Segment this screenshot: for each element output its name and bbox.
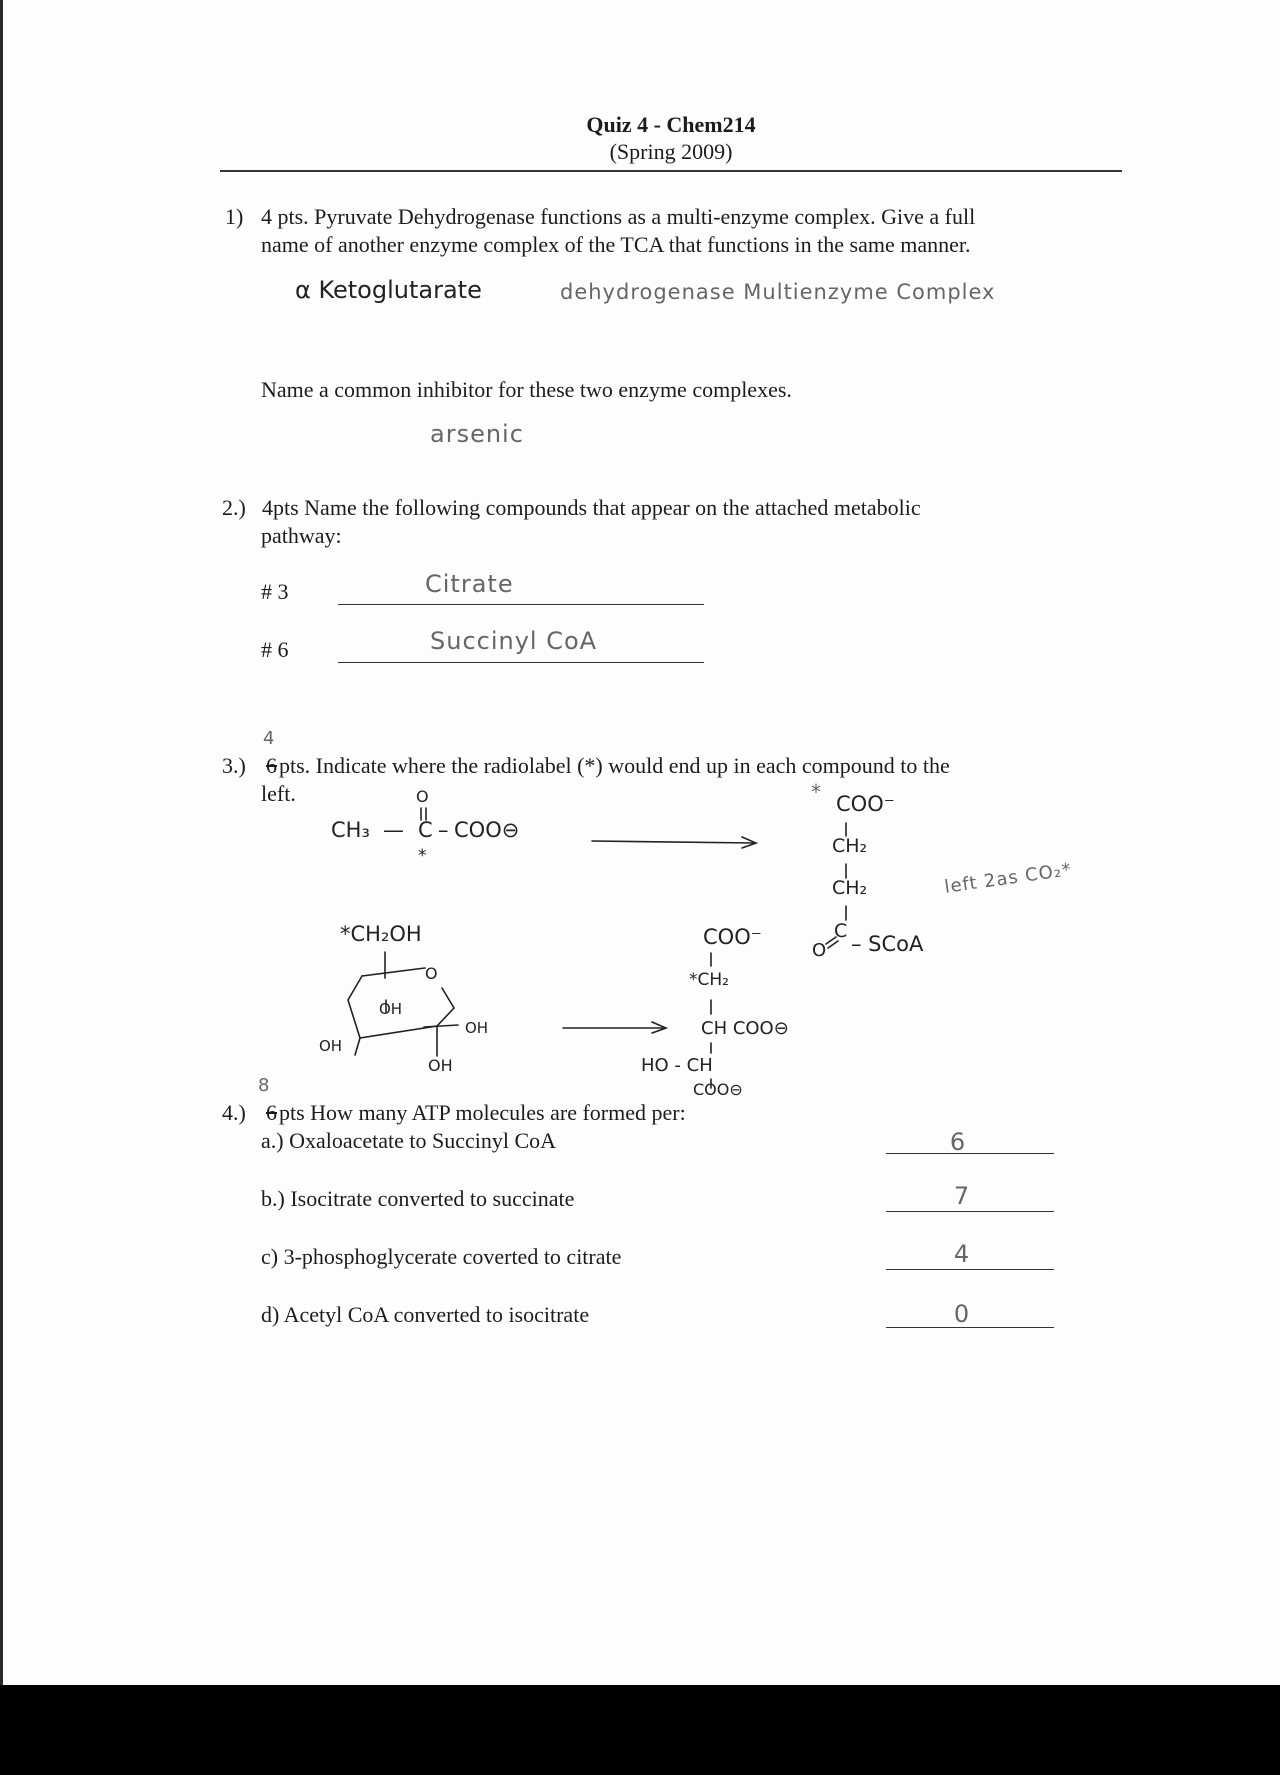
quiz-term: (Spring 2009) (609, 139, 733, 164)
q3-text-line2: left. (261, 781, 296, 806)
q4-answer-line (886, 1327, 1054, 1328)
q4-item-answer: 7 (953, 1182, 971, 1210)
q3-points-correction: 4 (263, 728, 276, 749)
q4-points-struck: 6 (266, 1100, 277, 1125)
glucose-oh-left: OH (319, 1037, 343, 1055)
succinyl-ch2-upper: CH₂ (832, 835, 868, 857)
succinyl-oxygen: O (812, 940, 827, 961)
isocitrate-coo-bottom: COO⊖ (693, 1080, 743, 1099)
succinyl-scoa: – SCoA (851, 932, 924, 956)
glucose-oh-right: OH (465, 1019, 489, 1037)
q3-number: 3.) (222, 753, 246, 778)
q4-question-text: pts How many ATP molecules are formed per: (279, 1100, 686, 1125)
isocitrate-coo-top: COO⁻ (703, 925, 762, 949)
q4-item-label: a.) Oxaloacetate to Succinyl CoA (261, 1128, 557, 1153)
quiz-title: Quiz 4 - Chem214 (586, 112, 756, 137)
q3-text-line1: pts. Indicate where the radiolabel (*) would end up in each compound to the (279, 753, 950, 778)
q2-answer-line (338, 662, 704, 663)
q1-sub-question: Name a common inhibitor for these two enzyme complexes. (261, 377, 792, 402)
isocitrate-ch2: *CH₂ (689, 970, 729, 990)
glucose-ch2oh: *CH₂OH (340, 922, 422, 946)
q2-item-label: # 6 (261, 637, 289, 662)
q4-number: 4.) (222, 1100, 246, 1125)
q2-item-label: # 3 (261, 579, 289, 604)
scan-edge (0, 0, 3, 1685)
q1-number: 1) (225, 204, 244, 229)
q2-number: 2.) (222, 495, 246, 520)
q1-text-line2: name of another enzyme complex of the TCA that functions in the same manner. (261, 232, 971, 257)
isocitrate-ch-coo: CH COO⊖ (701, 1018, 789, 1039)
q1-answer-part1: α Ketoglutarate (295, 276, 482, 304)
q4-item-label: d) Acetyl CoA converted to isocitrate (261, 1302, 590, 1327)
pyruvate-carboxylate: COO⊖ (454, 818, 520, 842)
header-rule (220, 170, 1122, 172)
succinyl-carboxylate: COO⁻ (836, 792, 895, 816)
succinyl-note: left 2as CO₂* (943, 859, 1074, 898)
q4-item-answer: 6 (949, 1128, 967, 1156)
q4-answer-line (886, 1269, 1054, 1270)
glucose-oh-bottom: OH (428, 1056, 453, 1075)
succinyl-carbon: C (834, 920, 848, 942)
q1-sub-answer: arsenic (430, 420, 524, 448)
q4-item-answer: 0 (953, 1300, 971, 1328)
q1-text-line1: 4 pts. Pyruvate Dehydrogenase functions as a multi-enzyme complex. Give a full (261, 204, 976, 229)
succinyl-radiolabel: * (811, 780, 822, 804)
isocitrate-hoch: HO - CH (641, 1055, 713, 1076)
q2-item-answer: Succinyl CoA (430, 627, 598, 655)
q4-points-correction: 8 (258, 1075, 271, 1096)
pyruvate-ch3: CH₃ (331, 818, 370, 842)
q4-answer-line (886, 1153, 1054, 1154)
glucose-oh-inner: OH (379, 1000, 403, 1018)
scan-bottom-border (0, 1685, 1280, 1775)
pyruvate-bond: – (438, 818, 449, 842)
q2-text-line2: pathway: (261, 523, 342, 548)
pyruvate-bond: — (383, 818, 404, 842)
q4-answer-line (886, 1211, 1054, 1212)
q2-item-answer: Citrate (425, 570, 514, 598)
pyruvate-carbon: C (418, 818, 433, 842)
glucose-ring-oxygen: O (425, 964, 438, 983)
q4-item-answer: 4 (953, 1240, 971, 1268)
q4-item-label: c) 3-phosphoglycerate coverted to citrate (261, 1244, 622, 1269)
succinyl-ch2-lower: CH₂ (832, 877, 868, 899)
pyruvate-radiolabel: * (418, 846, 427, 866)
q2-text-line1: 4pts Name the following compounds that appear on the attached metabolic (262, 495, 921, 520)
pyruvate-oxygen: O (416, 787, 429, 806)
q4-item-label: b.) Isocitrate converted to succinate (261, 1186, 575, 1211)
q3-points-struck: 6 (266, 753, 277, 778)
q1-answer-part2: dehydrogenase Multienzyme Complex (560, 280, 996, 304)
q2-answer-line (338, 604, 704, 605)
